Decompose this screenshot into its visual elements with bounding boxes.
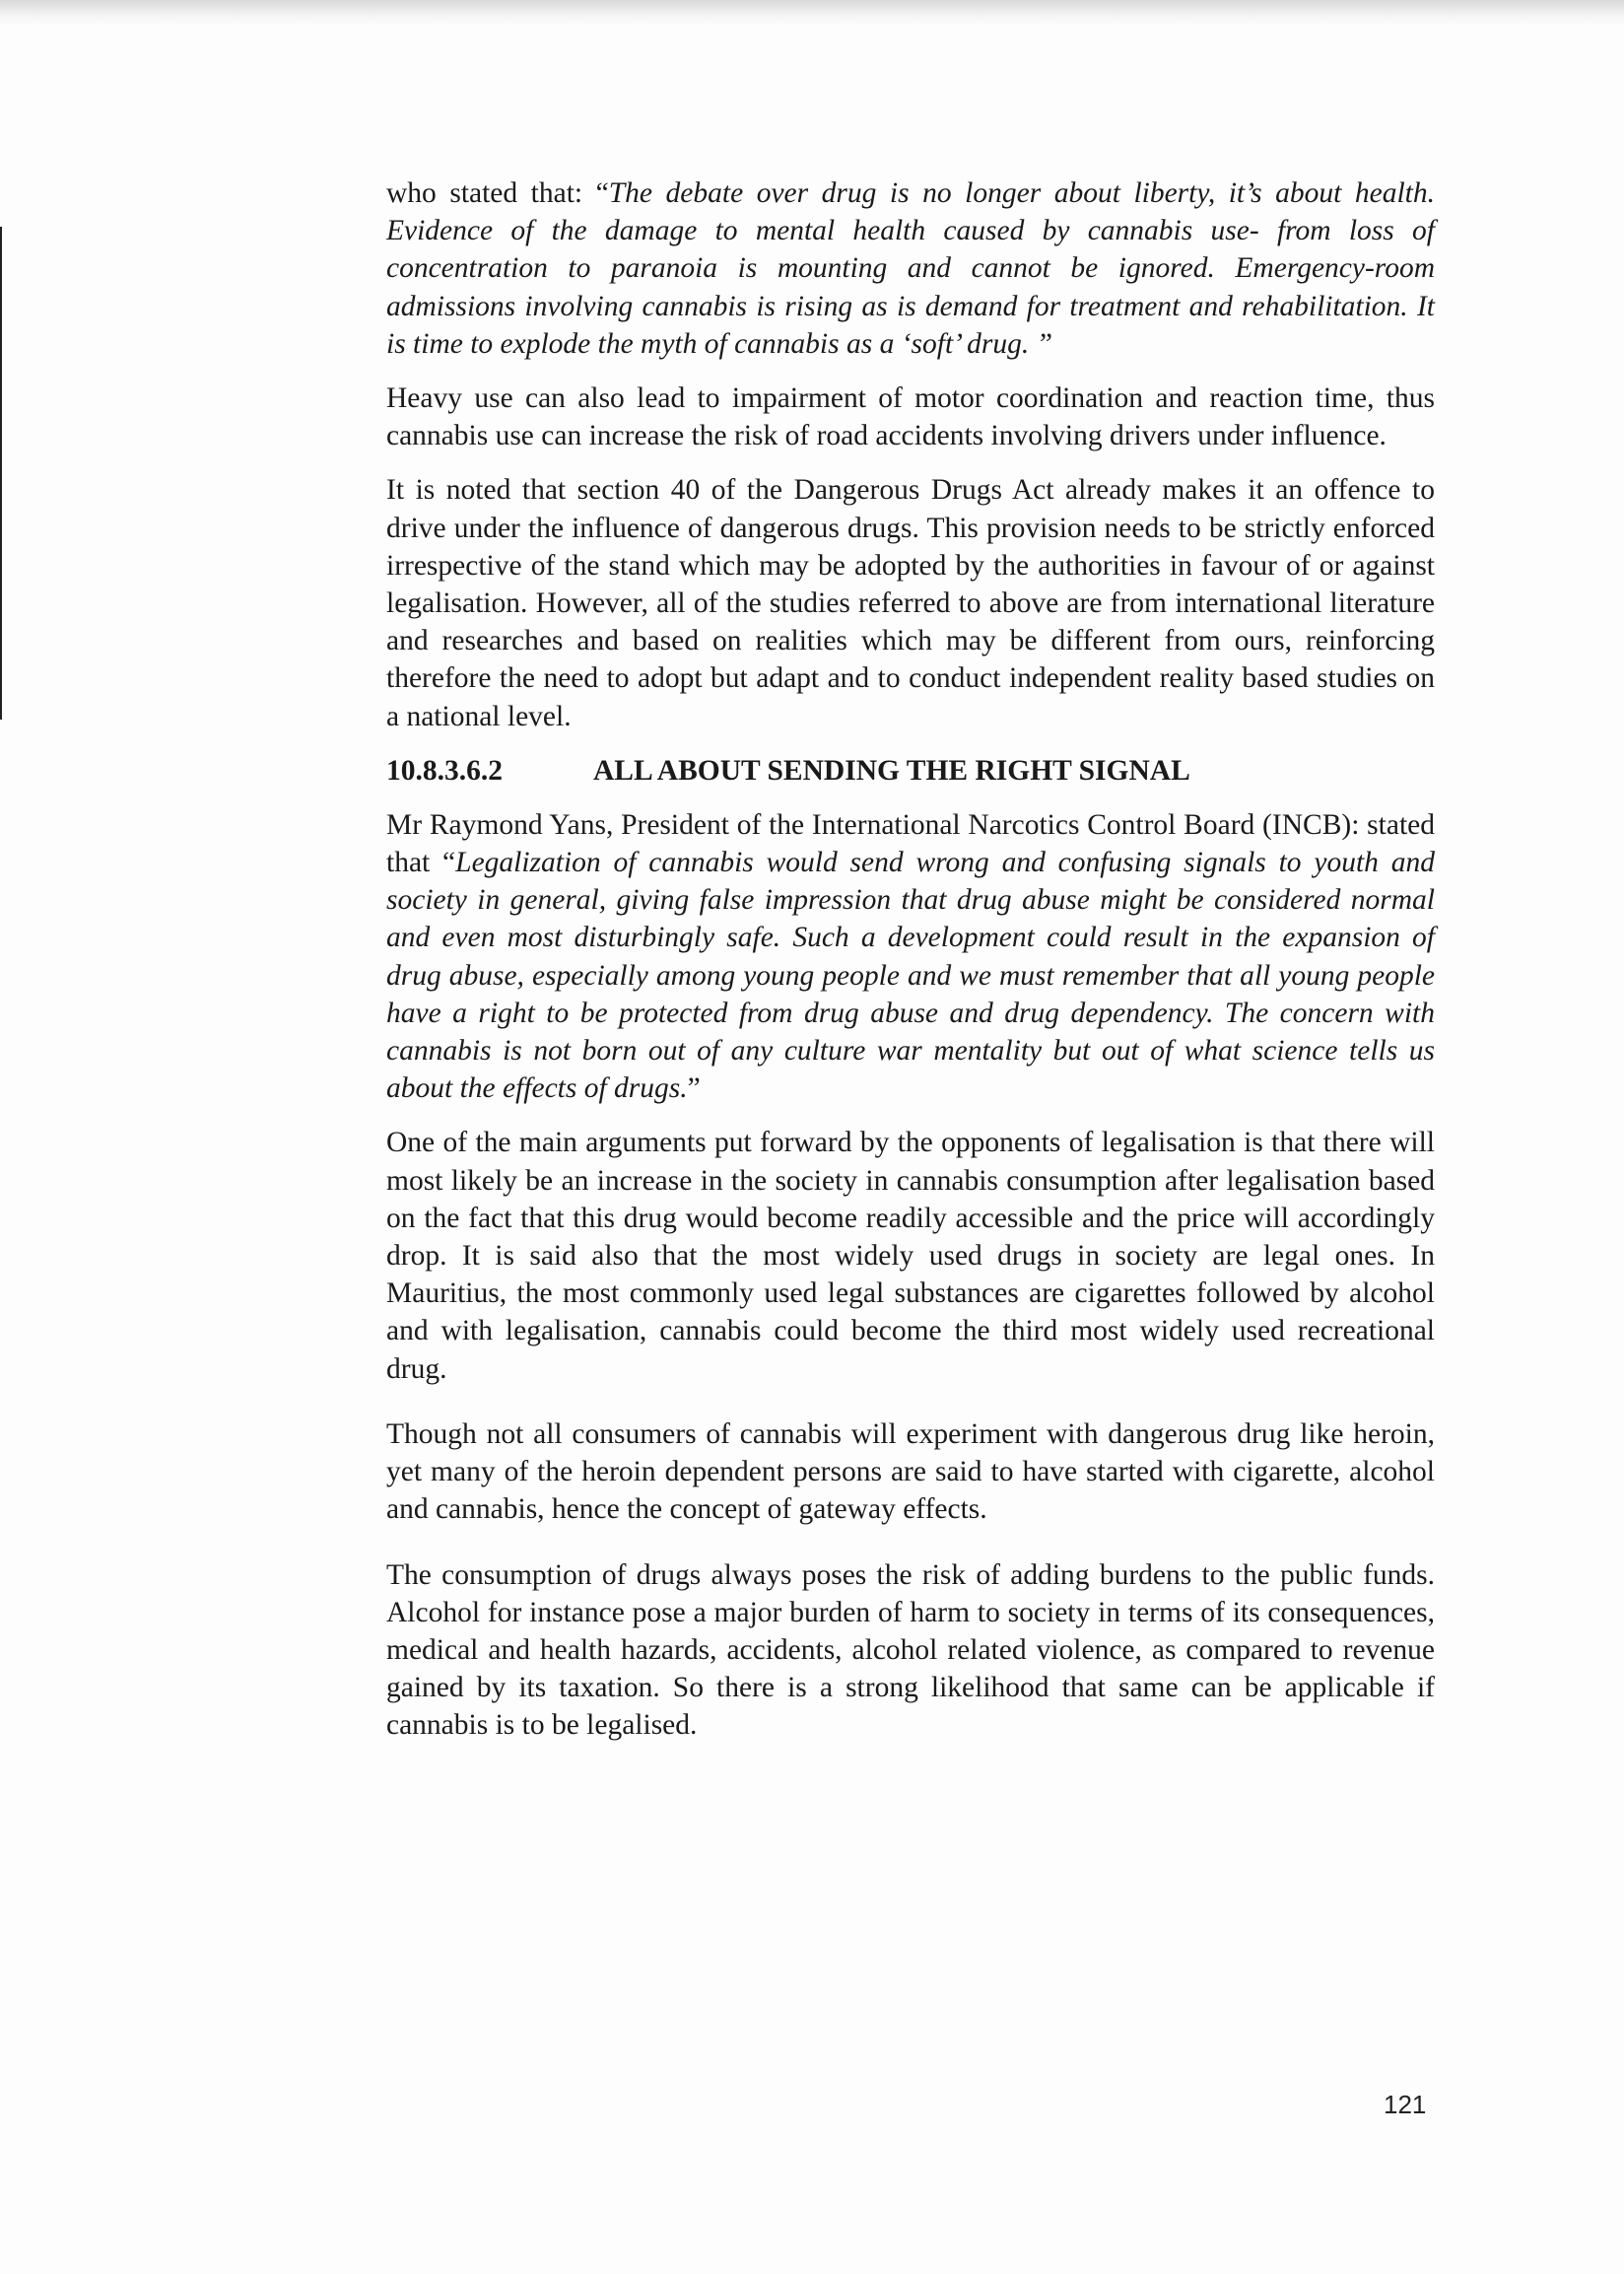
quote-text: The debate over drug is no longer about liberty, it’s about health. Evidence of the damage to mental health caused by cannabis use- from loss of concentration to paranoia is mounting and cannot be ignored. Emergency-room admissions involving cannabis is rising as is demand for treatment and rehabilitation. It is time to explode the myth of cannabis as a ‘soft’ drug. (386, 177, 1435, 360)
paragraph-public-funds: The consumption of drugs always poses the risk of adding burdens to the public funds. Alcohol for instance pose a major burden of harm to society in terms of its consequences, medical and health hazards, accidents, alcohol related violence, as compared to revenue gained by its taxation. So there is a strong likelihood that same can be applicable if cannabis is to be legalised. (386, 1558, 1435, 1742)
page-number: 121 (1384, 2090, 1427, 2119)
paragraph-quote-health (386, 174, 1435, 363)
section-number: 10.8.3.6.2 (386, 754, 503, 787)
paragraph-main-arguments: One of the main arguments put forward by the opponents of legalisation is that there will most likely be an increase in the society in cannabis consumption after legalisation based on the fact that this drug would become readily accessible and the price will accordingly drop. It is said also that the most widely used drugs in society are legal ones. In Mauritius, the most commonly used legal substances are cigarettes followed by alcohol and with legalisation, cannabis could become the third most widely used recreational drug. (386, 1127, 1435, 1385)
quote-text: Legalization of cannabis would send wrong and confusing signals to youth and society in general, giving false impression that drug abuse might be considered normal and even most disturbingly safe. Such a development could result in the expansion of drug abuse, especially among young people and we must remember that all young people have a right to be protected from drug abuse and drug dependency. The concern with cannabis is not born out of any culture war mentality but out of what science tells us about the effects of drugs. (386, 847, 1435, 1105)
paragraph-incb-quote (386, 806, 1435, 1108)
scan-shadow (0, 0, 1624, 26)
quote-close: ” (687, 1072, 701, 1105)
scan-edge-mark (0, 227, 2, 720)
paragraph-intro: Mr Raymond Yans, President of the International Narcotics Control Board (INCB): stated that “ (386, 808, 1435, 879)
section-title: ALL ABOUT SENDING THE RIGHT SIGNAL (593, 754, 1190, 787)
section-heading (386, 752, 1435, 790)
quote-close: ” (1029, 327, 1052, 360)
page-body (386, 174, 1435, 1745)
paragraph-dangerous-drugs-act: It is noted that section 40 of the Dangerous Drugs Act already makes it an offence to drive under the influence of dangerous drugs. This provision needs to be strictly enforced irrespective of the stand which may be adopted by the authorities in favour of or against legalisation. However, all of the studies referred to above are from international literature and researches and based on realities which may be different from ours, reinforcing therefore the need to adopt but adapt and to conduct independent reality based studies on a national level. (386, 474, 1435, 732)
paragraph-gateway-effects: Though not all consumers of cannabis will experiment with dangerous drug like heroin, yet many of the heroin dependent persons are said to have started with cigarette, alcohol and cannabis, hence the concept of gateway effects. (386, 1417, 1435, 1526)
paragraph-motor-coordination: Heavy use can also lead to impairment of motor coordination and reaction time, thus cannabis use can increase the risk of road accidents involving drivers under influence. (386, 382, 1435, 452)
paragraph-intro: who stated that: “ (386, 177, 609, 209)
